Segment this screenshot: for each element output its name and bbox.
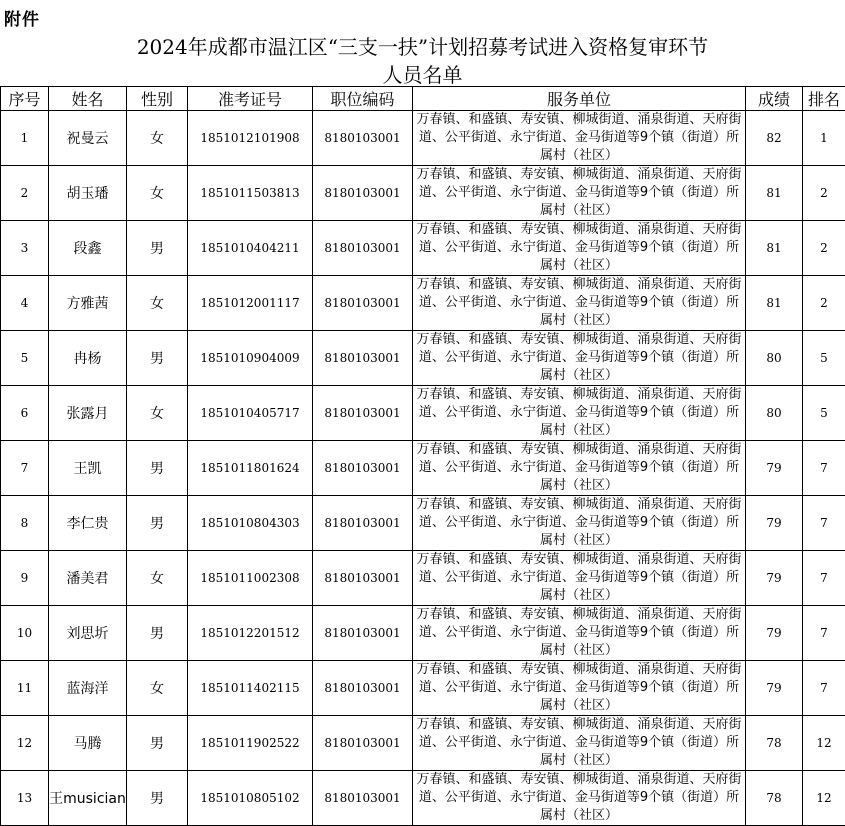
table-row <box>1 221 845 276</box>
cell-rank: 12 <box>803 716 845 771</box>
cell-score: 80 <box>746 331 803 386</box>
cell-exam-no: 1851010805102 <box>188 771 313 826</box>
cell-name: 胡玉璠 <box>49 166 127 221</box>
cell-gender: 男 <box>127 716 188 771</box>
cell-score: 81 <box>746 221 803 276</box>
header-position-code: 职位编码 <box>313 87 413 111</box>
cell-position-code: 8180103001 <box>313 331 413 386</box>
cell-exam-no: 1851011503813 <box>188 166 313 221</box>
cell-score: 78 <box>746 716 803 771</box>
cell-service-unit: 万春镇、和盛镇、寿安镇、柳城街道、涌泉街道、天府街道、公平街道、永宁街道、金马街道等9个镇（街道）所属村（社区） <box>413 441 746 496</box>
cell-gender: 男 <box>127 441 188 496</box>
cell-rank: 7 <box>803 661 845 716</box>
cell-rank: 5 <box>803 331 845 386</box>
cell-rank: 2 <box>803 221 845 276</box>
cell-score: 82 <box>746 111 803 166</box>
cell-score: 79 <box>746 496 803 551</box>
header-exam-no: 准考证号 <box>188 87 313 111</box>
document-subtitle: 人员名单 <box>0 62 845 88</box>
header-service-unit: 服务单位 <box>413 87 746 111</box>
table-row <box>1 606 845 661</box>
cell-seq: 8 <box>1 496 49 551</box>
table-row <box>1 331 845 386</box>
cell-position-code: 8180103001 <box>313 166 413 221</box>
cell-gender: 男 <box>127 771 188 826</box>
cell-gender: 男 <box>127 331 188 386</box>
cell-name: 段鑫 <box>49 221 127 276</box>
cell-score: 81 <box>746 276 803 331</box>
cell-position-code: 8180103001 <box>313 551 413 606</box>
cell-gender: 女 <box>127 276 188 331</box>
table-row <box>1 771 845 826</box>
table-row <box>1 496 845 551</box>
cell-exam-no: 1851010904009 <box>188 331 313 386</box>
cell-exam-no: 1851012001117 <box>188 276 313 331</box>
cell-name: 蓝海洋 <box>49 661 127 716</box>
cell-score: 81 <box>746 166 803 221</box>
cell-exam-no: 1851010404211 <box>188 221 313 276</box>
cell-score: 79 <box>746 441 803 496</box>
table-row <box>1 661 845 716</box>
cell-score: 79 <box>746 551 803 606</box>
cell-position-code: 8180103001 <box>313 771 413 826</box>
cell-rank: 12 <box>803 771 845 826</box>
cell-service-unit: 万春镇、和盛镇、寿安镇、柳城街道、涌泉街道、天府街道、公平街道、永宁街道、金马街道等9个镇（街道）所属村（社区） <box>413 496 746 551</box>
header-gender: 性别 <box>127 87 188 111</box>
cell-service-unit: 万春镇、和盛镇、寿安镇、柳城街道、涌泉街道、天府街道、公平街道、永宁街道、金马街道等9个镇（街道）所属村（社区） <box>413 716 746 771</box>
cell-rank: 7 <box>803 441 845 496</box>
cell-rank: 5 <box>803 386 845 441</box>
cell-service-unit: 万春镇、和盛镇、寿安镇、柳城街道、涌泉街道、天府街道、公平街道、永宁街道、金马街道等9个镇（街道）所属村（社区） <box>413 331 746 386</box>
cell-name: 冉杨 <box>49 331 127 386</box>
cell-gender: 男 <box>127 606 188 661</box>
cell-name: 李仁贵 <box>49 496 127 551</box>
header-name: 姓名 <box>49 87 127 111</box>
cell-exam-no: 1851012101908 <box>188 111 313 166</box>
cell-gender: 女 <box>127 386 188 441</box>
cell-rank: 7 <box>803 496 845 551</box>
cell-seq: 13 <box>1 771 49 826</box>
cell-rank: 7 <box>803 606 845 661</box>
cell-service-unit: 万春镇、和盛镇、寿安镇、柳城街道、涌泉街道、天府街道、公平街道、永宁街道、金马街道等9个镇（街道）所属村（社区） <box>413 606 746 661</box>
cell-position-code: 8180103001 <box>313 716 413 771</box>
table-row <box>1 111 845 166</box>
cell-service-unit: 万春镇、和盛镇、寿安镇、柳城街道、涌泉街道、天府街道、公平街道、永宁街道、金马街道等9个镇（街道）所属村（社区） <box>413 166 746 221</box>
cell-gender: 男 <box>127 496 188 551</box>
document-title: 2024年成都市温江区“三支一扶”计划招募考试进入资格复审环节 <box>0 32 845 62</box>
cell-name: 潘美君 <box>49 551 127 606</box>
cell-gender: 男 <box>127 221 188 276</box>
cell-seq: 2 <box>1 166 49 221</box>
cell-service-unit: 万春镇、和盛镇、寿安镇、柳城街道、涌泉街道、天府街道、公平街道、永宁街道、金马街道等9个镇（街道）所属村（社区） <box>413 386 746 441</box>
cell-exam-no: 1851011801624 <box>188 441 313 496</box>
cell-service-unit: 万春镇、和盛镇、寿安镇、柳城街道、涌泉街道、天府街道、公平街道、永宁街道、金马街道等9个镇（街道）所属村（社区） <box>413 661 746 716</box>
cell-position-code: 8180103001 <box>313 496 413 551</box>
attachment-label: 附件 <box>4 5 40 30</box>
header-score: 成绩 <box>746 87 803 111</box>
cell-rank: 2 <box>803 276 845 331</box>
cell-name: 方雅茜 <box>49 276 127 331</box>
cell-position-code: 8180103001 <box>313 606 413 661</box>
cell-service-unit: 万春镇、和盛镇、寿安镇、柳城街道、涌泉街道、天府街道、公平街道、永宁街道、金马街道等9个镇（街道）所属村（社区） <box>413 111 746 166</box>
cell-score: 79 <box>746 661 803 716</box>
cell-position-code: 8180103001 <box>313 661 413 716</box>
cell-service-unit: 万春镇、和盛镇、寿安镇、柳城街道、涌泉街道、天府街道、公平街道、永宁街道、金马街道等9个镇（街道）所属村（社区） <box>413 771 746 826</box>
cell-seq: 12 <box>1 716 49 771</box>
cell-exam-no: 1851011902522 <box>188 716 313 771</box>
cell-seq: 11 <box>1 661 49 716</box>
cell-seq: 3 <box>1 221 49 276</box>
table-row <box>1 386 845 441</box>
cell-service-unit: 万春镇、和盛镇、寿安镇、柳城街道、涌泉街道、天府街道、公平街道、永宁街道、金马街道等9个镇（街道）所属村（社区） <box>413 221 746 276</box>
cell-gender: 女 <box>127 551 188 606</box>
cell-service-unit: 万春镇、和盛镇、寿安镇、柳城街道、涌泉街道、天府街道、公平街道、永宁街道、金马街道等9个镇（街道）所属村（社区） <box>413 276 746 331</box>
table-row <box>1 166 845 221</box>
cell-seq: 9 <box>1 551 49 606</box>
cell-seq: 4 <box>1 276 49 331</box>
cell-rank: 2 <box>803 166 845 221</box>
cell-name: 祝曼云 <box>49 111 127 166</box>
table-row <box>1 551 845 606</box>
cell-score: 80 <box>746 386 803 441</box>
cell-name: 张露月 <box>49 386 127 441</box>
cell-seq: 10 <box>1 606 49 661</box>
candidate-table <box>0 86 845 826</box>
cell-exam-no: 1851011002308 <box>188 551 313 606</box>
cell-gender: 女 <box>127 166 188 221</box>
cell-position-code: 8180103001 <box>313 386 413 441</box>
cell-position-code: 8180103001 <box>313 111 413 166</box>
table-row <box>1 441 845 496</box>
cell-position-code: 8180103001 <box>313 276 413 331</box>
cell-gender: 女 <box>127 661 188 716</box>
cell-service-unit: 万春镇、和盛镇、寿安镇、柳城街道、涌泉街道、天府街道、公平街道、永宁街道、金马街道等9个镇（街道）所属村（社区） <box>413 551 746 606</box>
cell-exam-no: 1851012201512 <box>188 606 313 661</box>
cell-seq: 1 <box>1 111 49 166</box>
cell-score: 79 <box>746 606 803 661</box>
header-rank: 排名 <box>803 87 845 111</box>
cell-seq: 7 <box>1 441 49 496</box>
cell-position-code: 8180103001 <box>313 221 413 276</box>
cell-rank: 1 <box>803 111 845 166</box>
cell-seq: 5 <box>1 331 49 386</box>
cell-position-code: 8180103001 <box>313 441 413 496</box>
cell-name: 马腾 <box>49 716 127 771</box>
table-header-row <box>1 87 845 111</box>
cell-exam-no: 1851011402115 <box>188 661 313 716</box>
cell-name: 王凯 <box>49 441 127 496</box>
table-row <box>1 276 845 331</box>
cell-exam-no: 1851010804303 <box>188 496 313 551</box>
cell-exam-no: 1851010405717 <box>188 386 313 441</box>
cell-rank: 7 <box>803 551 845 606</box>
cell-seq: 6 <box>1 386 49 441</box>
cell-gender: 女 <box>127 111 188 166</box>
cell-name: 王musician <box>49 771 127 826</box>
table-row <box>1 716 845 771</box>
cell-score: 78 <box>746 771 803 826</box>
header-seq: 序号 <box>1 87 49 111</box>
cell-name: 刘思圻 <box>49 606 127 661</box>
